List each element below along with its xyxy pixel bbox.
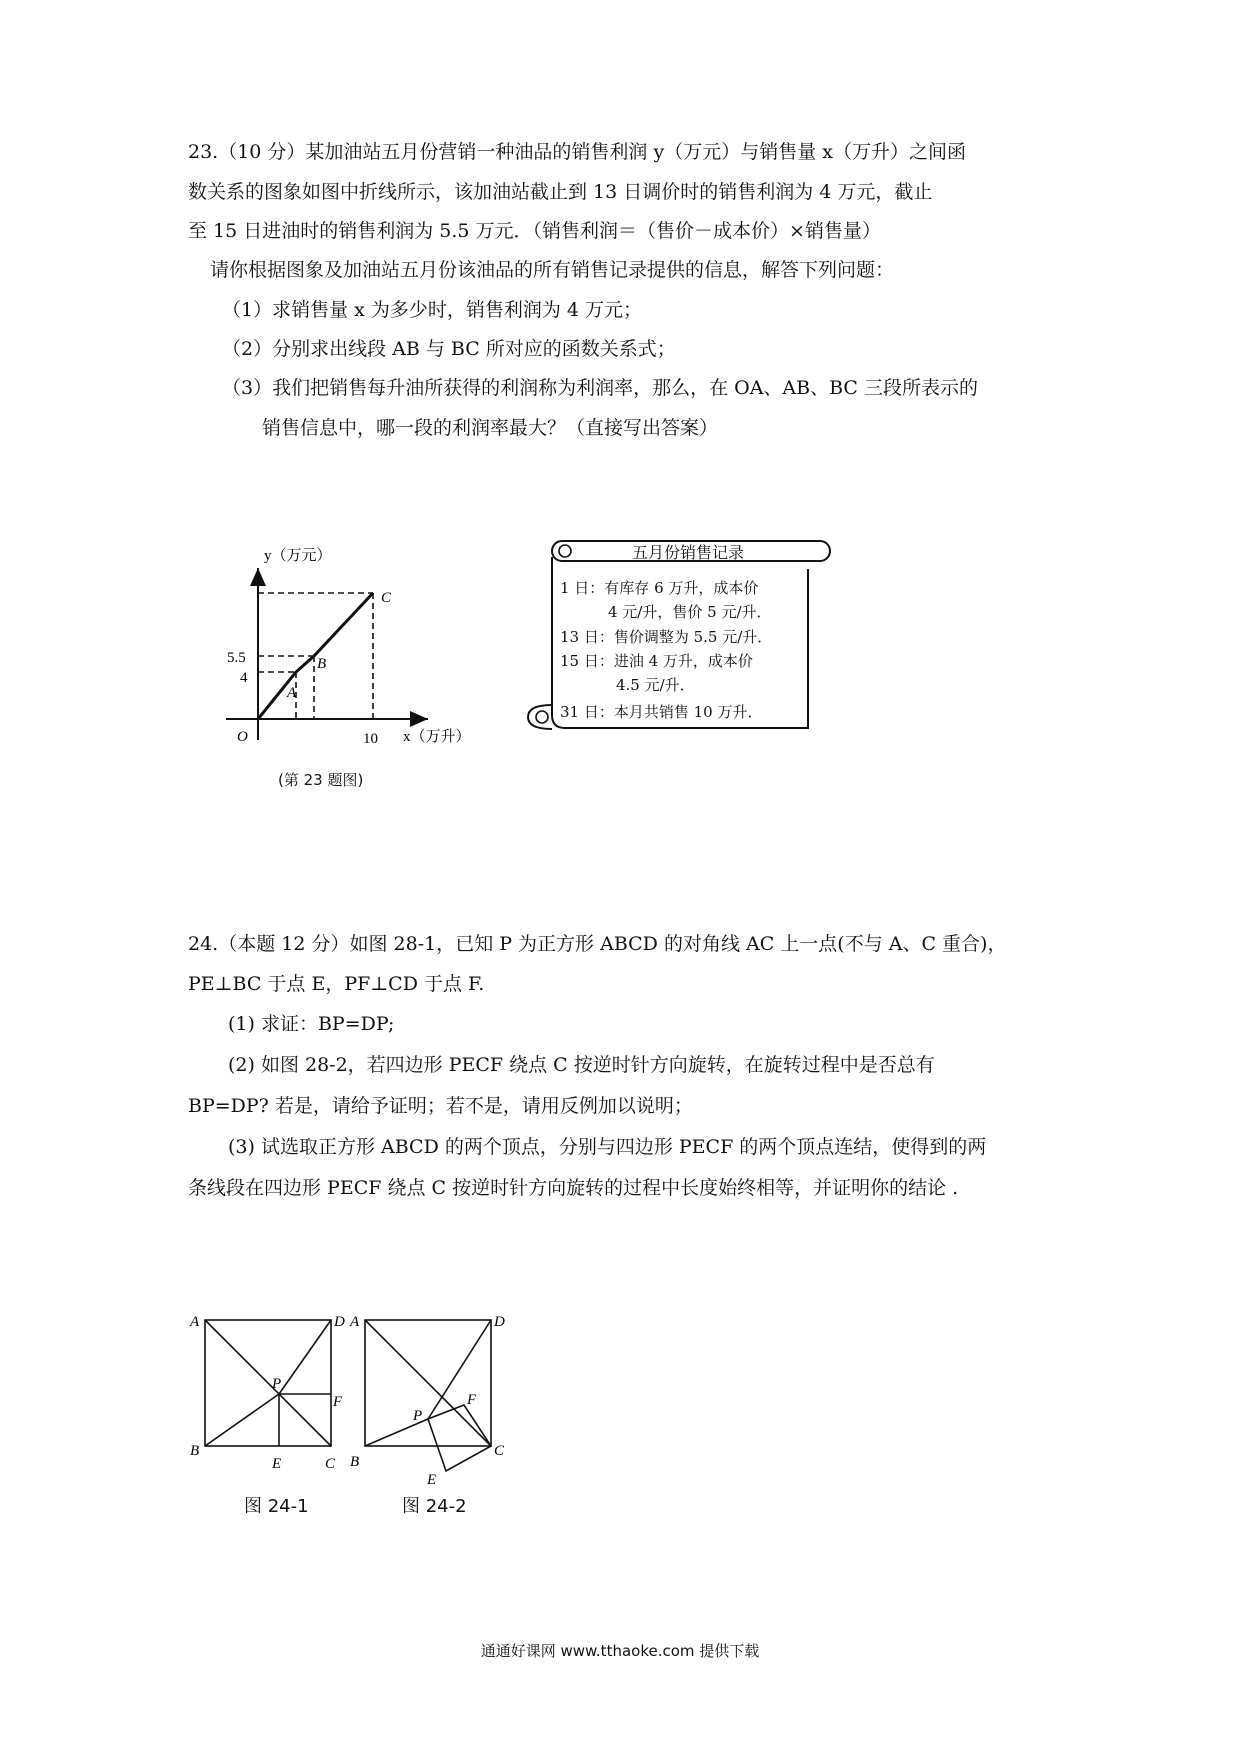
record-line-5: 4.5 元/升． [616,676,695,694]
point-a-label: A [287,685,297,701]
q23-part-3: （3）我们把销售每升油所获得的利润称为利润率，那么，在 OA、AB、BC 三段所表示的 [222,377,979,399]
fig2-caption: 图 24-2 [402,1496,467,1517]
record-line-2: 4 元/升，售价 5 元/升． [608,603,772,621]
sales-record-title: 五月份销售记录 [632,543,745,562]
fig2-label-e: E [427,1472,437,1488]
q24-line-1: 24.（本题 12 分）如图 28-1，已知 P 为正方形 ABCD 的对角线 AC 上一点(不与 A、C 重合)， [188,933,1007,955]
fig2-label-a: A [350,1314,360,1330]
fig1-label-f: F [333,1394,343,1410]
q23-line-1: 23.（10 分）某加油站五月份营销一种油品的销售利润 y（万元）与销售量 x（万升）之间函 [188,141,966,163]
q24-part-2-cont: BP=DP? 若是，请给予证明；若不是，请用反例加以说明； [188,1095,693,1117]
fig1-label-p: P [272,1376,282,1392]
q23-line-4: 请你根据图象及加油站五月份该油品的所有销售记录提供的信息，解答下列问题： [210,259,895,281]
figure-24-2 [345,1300,515,1488]
q23-figure-caption: (第 23 题图) [278,771,364,789]
record-line-3: 13 日：售价调整为 5.5 元/升． [560,628,773,646]
q23-graph [215,535,471,785]
point-c-label: C [381,590,392,606]
record-line-4: 15 日：进油 4 万升，成本价 [560,652,753,670]
fig2-label-f: F [467,1392,477,1408]
q24-part-3-cont: 条线段在四边形 PECF 绕点 C 按逆时针方向旋转的过程中长度始终相等，并证明你的结论 . [188,1177,959,1199]
q24-part-2: (2) 如图 28-2，若四边形 PECF 绕点 C 按逆时针方向旋转，在旋转过程中是否总有 [228,1054,935,1076]
y-axis-label: y（万元） [264,548,332,564]
x-axis-label: x（万升） [403,729,471,745]
point-b-label: B [317,656,327,672]
record-line-1: 1 日：有库存 6 万升，成本价 [560,579,759,597]
origin-label: O [237,729,248,745]
fig1-label-e: E [272,1456,282,1472]
fig1-caption: 图 24-1 [244,1496,309,1517]
q24-line-2: PE⊥BC 于点 E，PF⊥CD 于点 F. [188,973,485,995]
fig2-label-c: C [494,1443,505,1459]
figure-24-1 [185,1300,355,1475]
q23-line-2: 数关系的图象如图中折线所示，该加油站截止到 13 日调价时的销售利润为 4 万元，截止 [188,181,933,203]
fig1-label-d: D [334,1314,345,1330]
y-tick-5-5: 5.5 [227,650,246,666]
fig2-label-p: P [413,1408,423,1424]
x-tick-10: 10 [363,731,378,747]
profit-polyline [258,593,373,719]
q23-part-2: （2）分别求出线段 AB 与 BC 所对应的函数关系式； [222,338,676,360]
record-line-6: 31 日：本月共销售 10 万升． [560,703,763,721]
fig1-label-b: B [190,1443,200,1459]
q23-line-3: 至 15 日进油时的销售利润为 5.5 万元．（销售利润＝（售价－成本价）×销售量） [188,220,881,242]
q24-part-3: (3) 试选取正方形 ABCD 的两个顶点，分别与四边形 PECF 的两个顶点连结，使得到的两 [228,1136,987,1158]
fig1-label-c: C [325,1456,336,1472]
fig2-label-b: B [350,1454,360,1470]
y-tick-4: 4 [240,670,248,686]
fig1-label-a: A [190,1314,200,1330]
q24-part-1: (1) 求证：BP=DP; [228,1013,395,1035]
page-footer: 通通好课网 www.tthaoke.com 提供下载 [480,1642,760,1660]
q23-part-1: （1）求销售量 x 为多少时，销售利润为 4 万元； [222,299,643,321]
fig2-label-d: D [494,1314,505,1330]
q23-part-3-cont: 销售信息中，哪一段的利润率最大？（直接写出答案） [262,417,719,439]
